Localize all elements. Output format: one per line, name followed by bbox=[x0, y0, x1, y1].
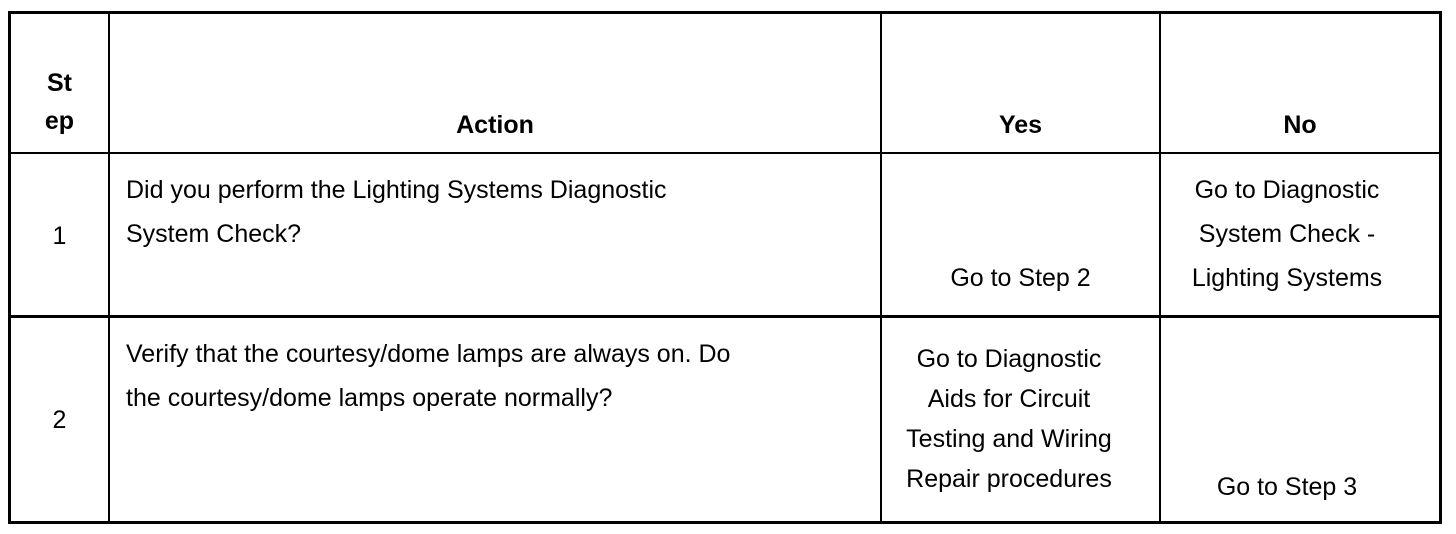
row1-action: Did you perform the Lighting Systems Diagnostic System Check? bbox=[126, 176, 667, 248]
row1-step: 1 bbox=[52, 222, 67, 250]
diagnostic-table bbox=[8, 11, 1442, 523]
row2-no: Go to Step 3 bbox=[1216, 473, 1358, 501]
row2-yes: Go to Diagnostic Aids for Circuit Testing and Wiring Repair procedures bbox=[906, 345, 1112, 493]
row-divider bbox=[8, 315, 1442, 318]
header-action: Action bbox=[456, 111, 534, 139]
table-border-right bbox=[1439, 11, 1442, 524]
header-no: No bbox=[1283, 111, 1317, 139]
header-yes: Yes bbox=[998, 111, 1043, 139]
header-divider bbox=[8, 152, 1442, 154]
row2-action: Verify that the courtesy/dome lamps are always on. Do the courtesy/dome lamps operate normally? bbox=[126, 340, 731, 412]
table-border-bottom bbox=[8, 521, 1442, 524]
table-border-top bbox=[8, 11, 1442, 14]
row1-yes: Go to Step 2 bbox=[950, 264, 1091, 292]
column-divider-step bbox=[108, 11, 110, 524]
row2-step: 2 bbox=[52, 406, 67, 434]
header-step: St ep bbox=[44, 69, 75, 135]
row1-no: Go to Diagnostic System Check - Lighting Systems bbox=[1191, 176, 1383, 292]
